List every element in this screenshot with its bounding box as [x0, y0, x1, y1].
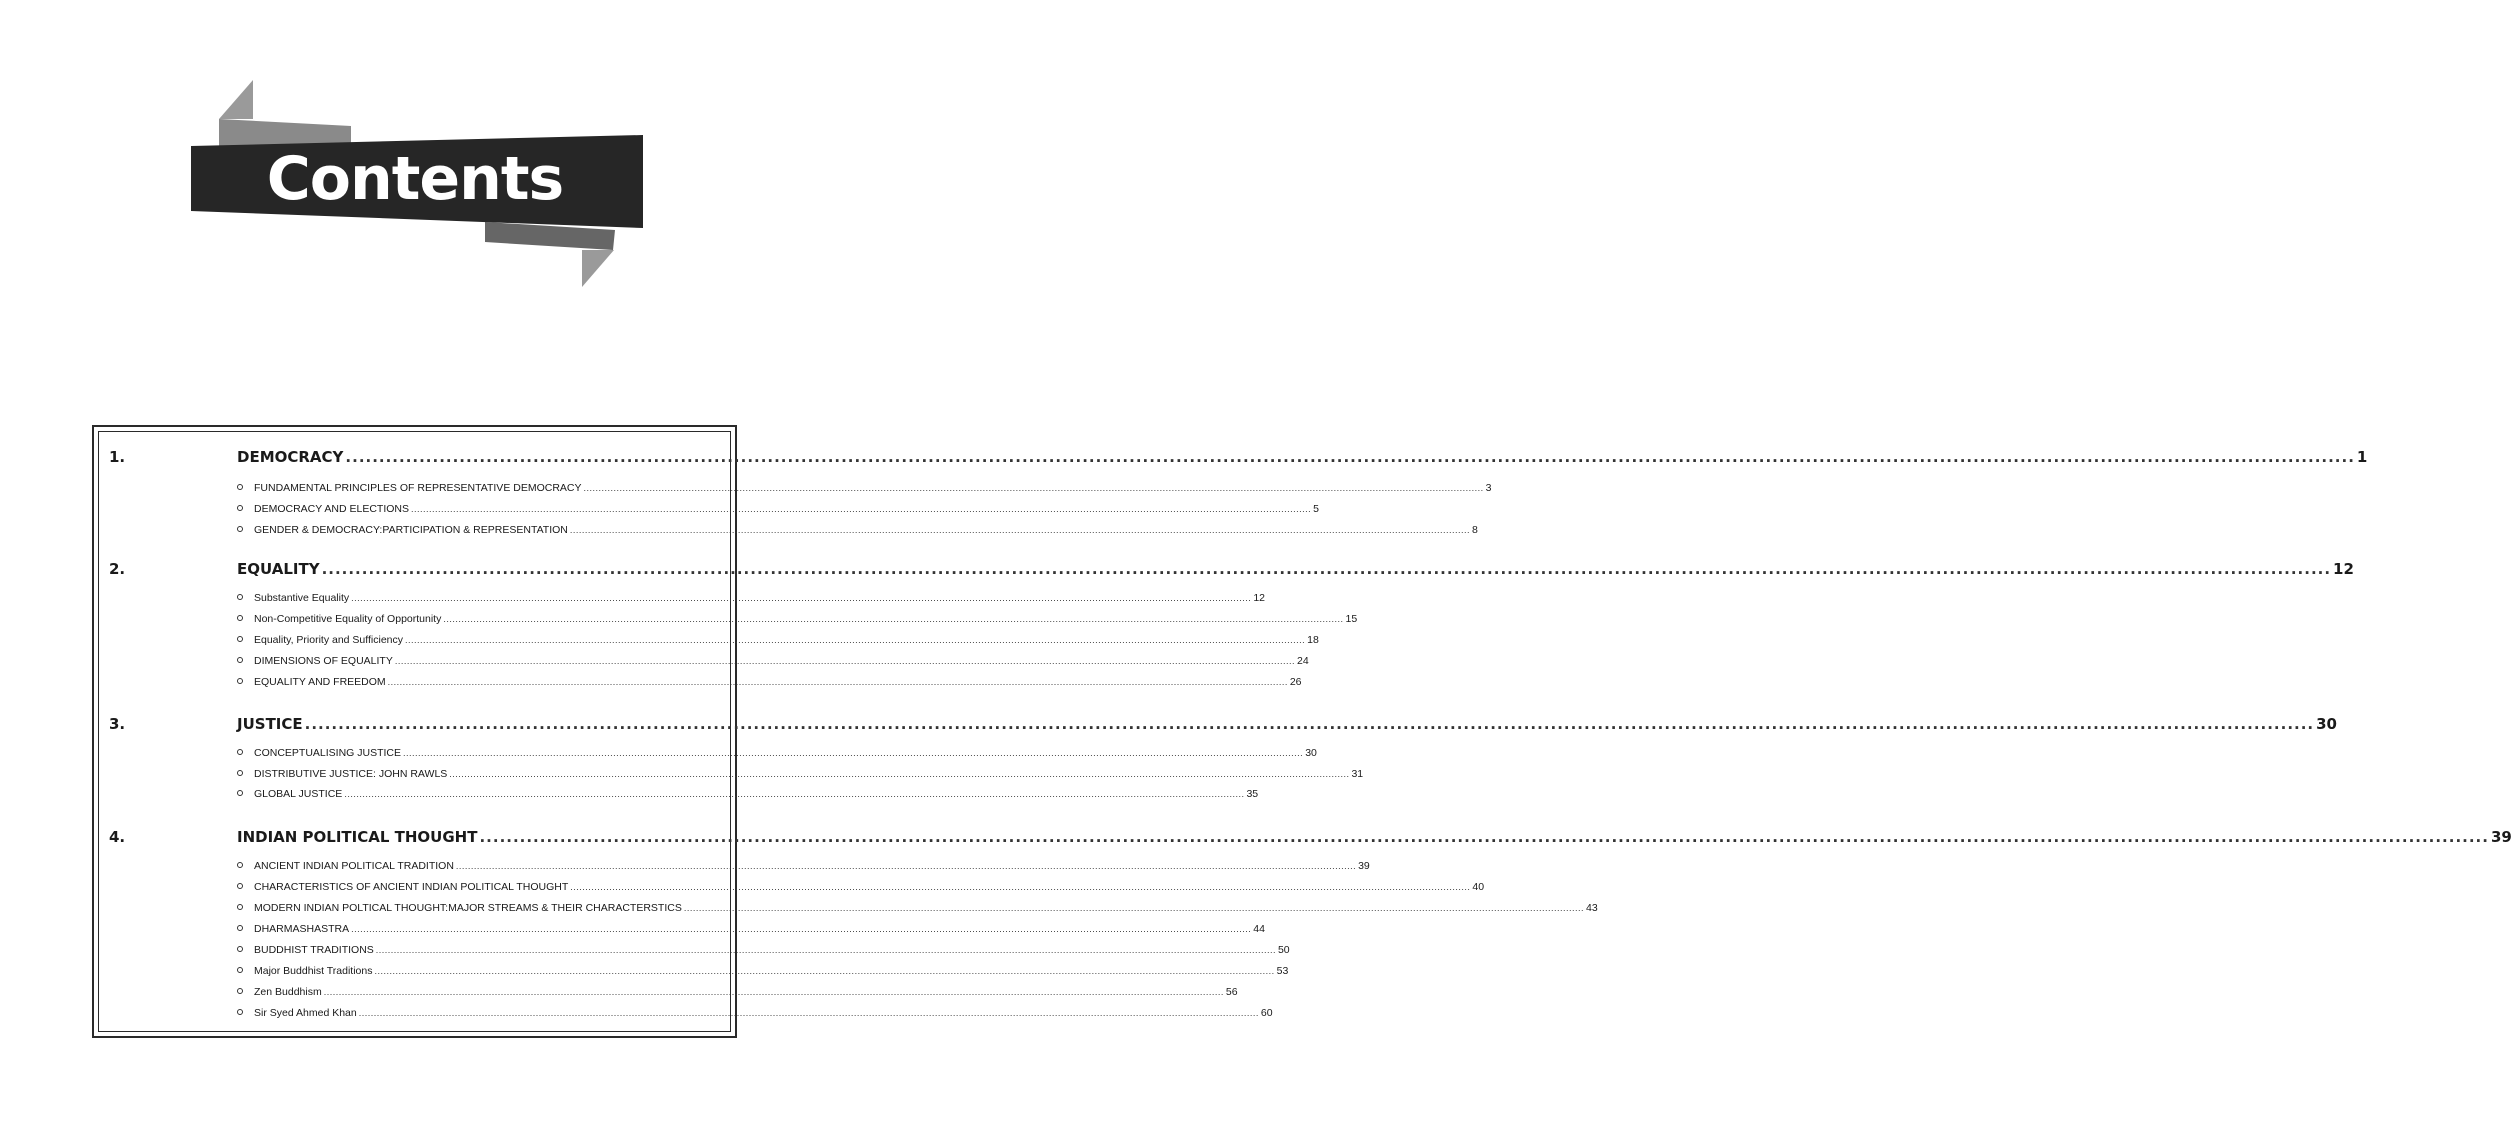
entry-page: 18	[1307, 634, 1319, 646]
bullet-icon	[237, 678, 243, 684]
toc-entry[interactable]	[237, 524, 1478, 536]
entry-page: 60	[1260, 1007, 1273, 1019]
entry-label: DISTRIBUTIVE JUSTICE: JOHN RAWLS	[254, 768, 448, 780]
entry-label: GLOBAL JUSTICE	[254, 788, 343, 800]
entry-label: FUNDAMENTAL PRINCIPLES OF REPRESENTATIVE DEMOCRACY	[254, 482, 582, 494]
toc-entry[interactable]	[237, 592, 1265, 604]
entry-label: EQUALITY AND FREEDOM	[254, 676, 386, 688]
toc-entry[interactable]	[237, 1007, 1273, 1019]
entry-page: 40	[1472, 881, 1485, 893]
entry-page: 26	[1289, 676, 1302, 688]
chapter-page: 1	[2356, 448, 2368, 466]
chapter-page: 12	[2333, 560, 2354, 578]
leader-dots: ............................................................................................................................................................................................................................................................................................................	[583, 483, 1484, 493]
bullet-icon	[237, 790, 243, 796]
leader-dots: ............................................................................................................................................................................................................................................................................................................	[344, 789, 1245, 799]
chapter-number: 4.	[109, 828, 126, 846]
entry-page: 35	[1246, 788, 1259, 800]
leader-dots: ............................................................................................................................................................................................................................................................................................................	[351, 593, 1252, 603]
entry-label: DHARMASHASTRA	[254, 923, 350, 935]
bullet-icon	[237, 988, 243, 994]
chapter-title: JUSTICE	[237, 715, 303, 733]
entry-page: 30	[1305, 747, 1317, 759]
chapter-page: 39	[2490, 828, 2512, 846]
leader-dots: ............................................................................................................................................................................................................................................................................................................	[345, 448, 2355, 466]
page-title: Contents	[266, 144, 564, 214]
toc-entry[interactable]	[237, 676, 1302, 688]
toc-entry[interactable]	[237, 902, 1598, 914]
entry-page: 8	[1472, 524, 1478, 536]
toc-entry[interactable]	[237, 860, 1370, 872]
bullet-icon	[237, 967, 243, 973]
leader-dots: ............................................................................................................................................................................................................................................................................................................	[304, 715, 2315, 733]
toc-entry[interactable]	[237, 503, 1320, 515]
leader-dots: ............................................................................................................................................................................................................................................................................................................	[387, 677, 1288, 687]
leader-dots: ............................................................................................................................................................................................................................................................................................................	[358, 1008, 1259, 1018]
chapter-number: 1.	[109, 448, 126, 466]
entry-page: 50	[1277, 944, 1290, 956]
chapter-page: 30	[2316, 715, 2337, 733]
toc-entry[interactable]	[237, 482, 1492, 494]
table-of-contents-frame	[92, 425, 2512, 1038]
chapter-number: 2.	[109, 560, 126, 578]
bullet-icon	[237, 749, 243, 755]
toc-entry[interactable]	[237, 655, 1309, 667]
leader-dots: ............................................................................................................................................................................................................................................................................................................	[375, 945, 1276, 955]
bullet-icon	[237, 594, 243, 600]
toc-entry[interactable]	[237, 788, 1259, 800]
leader-dots: ............................................................................................................................................................................................................................................................................................................	[374, 966, 1275, 976]
chapter-title: INDIAN POLITICAL THOUGHT	[237, 828, 478, 846]
toc-entry[interactable]	[237, 613, 1358, 625]
ribbon-fold-top-back	[219, 80, 253, 119]
entry-page: 39	[1358, 860, 1370, 872]
leader-dots: ............................................................................................................................................................................................................................................................................................................	[443, 614, 1344, 624]
leader-dots: ............................................................................................................................................................................................................................................................................................................	[683, 903, 1584, 913]
bullet-icon	[237, 862, 243, 868]
entry-label: CHARACTERISTICS OF ANCIENT INDIAN POLITICAL THOUGHT	[254, 881, 569, 893]
entry-label: Equality, Priority and Sufficiency	[254, 634, 404, 646]
entry-label: ANCIENT INDIAN POLITICAL TRADITION	[254, 860, 454, 872]
leader-dots: ............................................................................................................................................................................................................................................................................................................	[403, 748, 1304, 758]
bullet-icon	[237, 526, 243, 532]
leader-dots: ............................................................................................................................................................................................................................................................................................................	[570, 882, 1471, 892]
entry-label: Sir Syed Ahmed Khan	[254, 1007, 357, 1019]
bullet-icon	[237, 904, 243, 910]
leader-dots: ............................................................................................................................................................................................................................................................................................................	[455, 861, 1357, 871]
entry-page: 12	[1253, 592, 1265, 604]
leader-dots: ............................................................................................................................................................................................................................................................................................................	[449, 769, 1350, 779]
bullet-icon	[237, 770, 243, 776]
entry-page: 5	[1313, 503, 1320, 515]
entry-label: CONCEPTUALISING JUSTICE	[254, 747, 402, 759]
chapter-number: 3.	[109, 715, 126, 733]
entry-page: 53	[1276, 965, 1289, 977]
chapter-title-row[interactable]	[237, 715, 2337, 733]
leader-dots: ............................................................................................................................................................................................................................................................................................................	[405, 635, 1306, 645]
chapter-title-row[interactable]	[237, 560, 2354, 578]
leader-dots: ............................................................................................................................................................................................................................................................................................................	[479, 828, 2489, 846]
entry-label: Substantive Equality	[254, 592, 350, 604]
toc-entry[interactable]	[237, 634, 1319, 646]
bullet-icon	[237, 946, 243, 952]
toc-entry[interactable]	[237, 944, 1290, 956]
toc-entry[interactable]	[237, 986, 1238, 998]
entry-label: Major Buddhist Traditions	[254, 965, 373, 977]
table-of-contents	[98, 431, 2512, 1032]
leader-dots: ............................................................................................................................................................................................................................................................................................................	[569, 525, 1471, 535]
chapter-title-row[interactable]	[237, 828, 2512, 846]
toc-entry[interactable]	[237, 881, 1485, 893]
bullet-icon	[237, 657, 243, 663]
entry-label: DEMOCRACY AND ELECTIONS	[254, 503, 410, 515]
entry-page: 24	[1297, 655, 1309, 667]
leader-dots: ............................................................................................................................................................................................................................................................................................................	[351, 924, 1252, 934]
bullet-icon	[237, 615, 243, 621]
chapter-title: DEMOCRACY	[237, 448, 344, 466]
leader-dots: ............................................................................................................................................................................................................................................................................................................	[321, 560, 2332, 578]
leader-dots: ............................................................................................................................................................................................................................................................................................................	[411, 504, 1312, 514]
entry-label: Non-Competitive Equality of Opportunity	[254, 613, 442, 625]
entry-label: DIMENSIONS OF EQUALITY	[254, 655, 393, 667]
entry-label: MODERN INDIAN POLTICAL THOUGHT:MAJOR STREAMS & THEIR CHARACTERSTICS	[254, 902, 682, 914]
bullet-icon	[237, 484, 243, 490]
entry-page: 56	[1225, 986, 1238, 998]
entry-label: GENDER & DEMOCRACY:PARTICIPATION & REPRESENTATION	[254, 524, 568, 536]
leader-dots: ............................................................................................................................................................................................................................................................................................................	[323, 987, 1224, 997]
toc-entry[interactable]	[237, 747, 1317, 759]
bullet-icon	[237, 505, 243, 511]
leader-dots: ............................................................................................................................................................................................................................................................................................................	[394, 656, 1296, 666]
entry-label: Zen Buddhism	[254, 986, 322, 998]
toc-entry[interactable]	[237, 923, 1265, 935]
bullet-icon	[237, 1009, 243, 1015]
entry-label: BUDDHIST TRADITIONS	[254, 944, 374, 956]
entry-page: 44	[1253, 923, 1265, 935]
toc-entry[interactable]	[237, 965, 1289, 977]
entry-page: 3	[1485, 482, 1492, 494]
bullet-icon	[237, 883, 243, 889]
entry-page: 43	[1585, 902, 1598, 914]
ribbon-fold-bottom-back	[582, 250, 614, 287]
bullet-icon	[237, 636, 243, 642]
entry-page: 15	[1345, 613, 1358, 625]
bullet-icon	[237, 925, 243, 931]
toc-entry[interactable]	[237, 768, 1364, 780]
entry-page: 31	[1351, 768, 1364, 780]
chapter-title-row[interactable]	[237, 448, 2368, 466]
chapter-title: EQUALITY	[237, 560, 320, 578]
